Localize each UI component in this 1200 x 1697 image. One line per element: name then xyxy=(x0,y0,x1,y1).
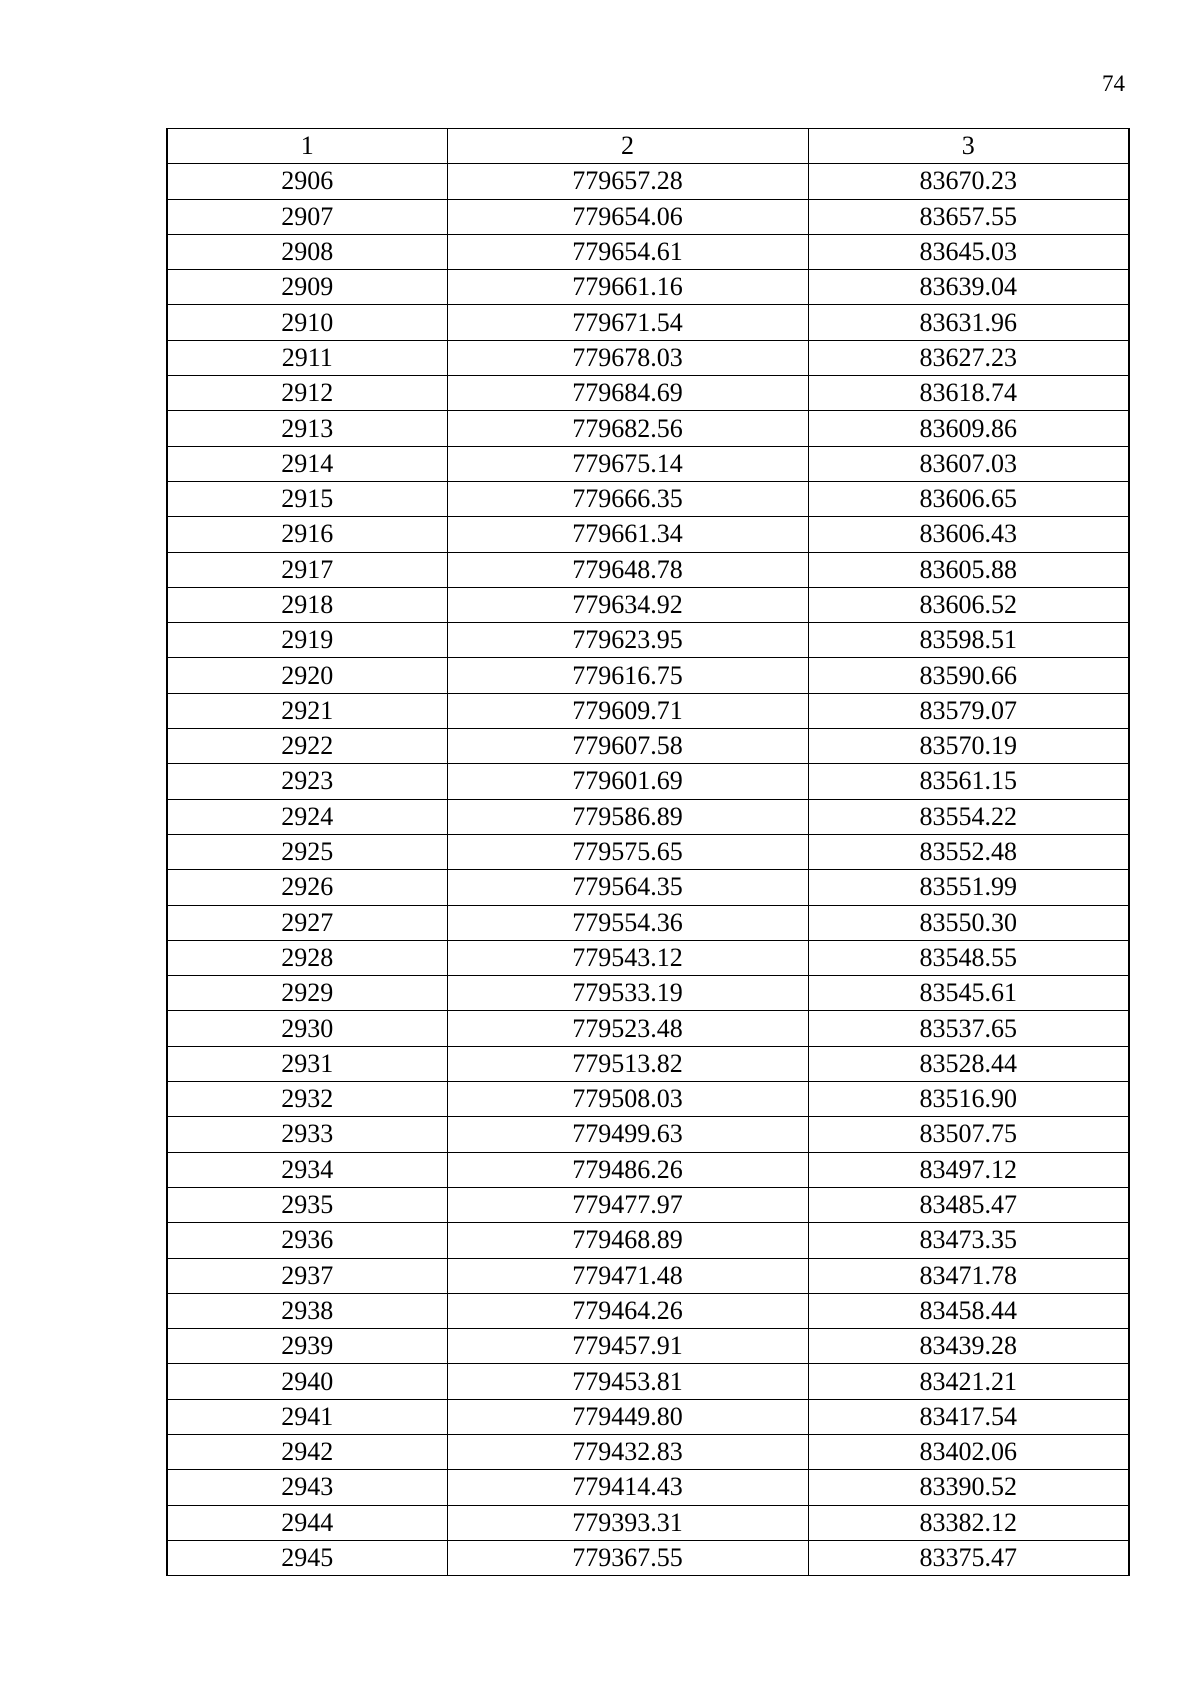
y-coordinate-cell: 83618.74 xyxy=(808,376,1129,411)
point-number-cell: 2942 xyxy=(167,1434,447,1469)
table-row xyxy=(167,1011,1129,1046)
point-number-cell: 2930 xyxy=(167,1011,447,1046)
x-coordinate-cell: 779661.16 xyxy=(447,270,808,305)
table-row xyxy=(167,446,1129,481)
y-coordinate-cell: 83606.43 xyxy=(808,517,1129,552)
y-coordinate-cell: 83598.51 xyxy=(808,623,1129,658)
table-row xyxy=(167,411,1129,446)
y-coordinate-cell: 83657.55 xyxy=(808,199,1129,234)
x-coordinate-cell: 779648.78 xyxy=(447,552,808,587)
table-row xyxy=(167,658,1129,693)
table-row xyxy=(167,729,1129,764)
y-coordinate-cell: 83497.12 xyxy=(808,1152,1129,1187)
x-coordinate-cell: 779671.54 xyxy=(447,305,808,340)
table-row xyxy=(167,1258,1129,1293)
table-row xyxy=(167,234,1129,269)
y-coordinate-cell: 83552.48 xyxy=(808,834,1129,869)
table-row xyxy=(167,940,1129,975)
point-number-cell: 2944 xyxy=(167,1505,447,1540)
x-coordinate-cell: 779684.69 xyxy=(447,376,808,411)
column-header-1: 1 xyxy=(167,129,447,164)
table-row xyxy=(167,340,1129,375)
point-number-cell: 2914 xyxy=(167,446,447,481)
point-number-cell: 2945 xyxy=(167,1540,447,1575)
table-row xyxy=(167,164,1129,199)
x-coordinate-cell: 779449.80 xyxy=(447,1399,808,1434)
point-number-cell: 2911 xyxy=(167,340,447,375)
y-coordinate-cell: 83421.21 xyxy=(808,1364,1129,1399)
y-coordinate-cell: 83561.15 xyxy=(808,764,1129,799)
y-coordinate-cell: 83645.03 xyxy=(808,234,1129,269)
y-coordinate-cell: 83439.28 xyxy=(808,1329,1129,1364)
y-coordinate-cell: 83606.65 xyxy=(808,481,1129,516)
point-number-cell: 2933 xyxy=(167,1117,447,1152)
point-number-cell: 2920 xyxy=(167,658,447,693)
table-row xyxy=(167,1187,1129,1222)
y-coordinate-cell: 83554.22 xyxy=(808,799,1129,834)
x-coordinate-cell: 779623.95 xyxy=(447,623,808,658)
point-number-cell: 2941 xyxy=(167,1399,447,1434)
table-row xyxy=(167,1117,1129,1152)
x-coordinate-cell: 779586.89 xyxy=(447,799,808,834)
point-number-cell: 2908 xyxy=(167,234,447,269)
point-number-cell: 2919 xyxy=(167,623,447,658)
x-coordinate-cell: 779666.35 xyxy=(447,481,808,516)
header-row xyxy=(167,129,1129,164)
y-coordinate-cell: 83590.66 xyxy=(808,658,1129,693)
point-number-cell: 2910 xyxy=(167,305,447,340)
y-coordinate-cell: 83528.44 xyxy=(808,1046,1129,1081)
x-coordinate-cell: 779634.92 xyxy=(447,587,808,622)
x-coordinate-cell: 779414.43 xyxy=(447,1470,808,1505)
table-row xyxy=(167,693,1129,728)
table-row xyxy=(167,976,1129,1011)
table-row xyxy=(167,1470,1129,1505)
table-body xyxy=(167,164,1129,1576)
point-number-cell: 2928 xyxy=(167,940,447,975)
point-number-cell: 2926 xyxy=(167,870,447,905)
table-row xyxy=(167,1505,1129,1540)
point-number-cell: 2916 xyxy=(167,517,447,552)
table-row xyxy=(167,1329,1129,1364)
table-row xyxy=(167,376,1129,411)
page-number: 74 xyxy=(1102,71,1125,96)
y-coordinate-cell: 83485.47 xyxy=(808,1187,1129,1222)
y-coordinate-cell: 83375.47 xyxy=(808,1540,1129,1575)
table-row xyxy=(167,1152,1129,1187)
point-number-cell: 2913 xyxy=(167,411,447,446)
point-number-cell: 2927 xyxy=(167,905,447,940)
x-coordinate-cell: 779543.12 xyxy=(447,940,808,975)
y-coordinate-cell: 83606.52 xyxy=(808,587,1129,622)
table-header xyxy=(167,129,1129,164)
table-row xyxy=(167,552,1129,587)
table-row xyxy=(167,270,1129,305)
y-coordinate-cell: 83551.99 xyxy=(808,870,1129,905)
point-number-cell: 2938 xyxy=(167,1293,447,1328)
point-number-cell: 2912 xyxy=(167,376,447,411)
y-coordinate-cell: 83507.75 xyxy=(808,1117,1129,1152)
table-row xyxy=(167,870,1129,905)
y-coordinate-cell: 83402.06 xyxy=(808,1434,1129,1469)
y-coordinate-cell: 83609.86 xyxy=(808,411,1129,446)
x-coordinate-cell: 779471.48 xyxy=(447,1258,808,1293)
point-number-cell: 2939 xyxy=(167,1329,447,1364)
table-row xyxy=(167,799,1129,834)
point-number-cell: 2906 xyxy=(167,164,447,199)
table-row xyxy=(167,1434,1129,1469)
x-coordinate-cell: 779499.63 xyxy=(447,1117,808,1152)
y-coordinate-cell: 83627.23 xyxy=(808,340,1129,375)
table-row xyxy=(167,1082,1129,1117)
point-number-cell: 2915 xyxy=(167,481,447,516)
y-coordinate-cell: 83570.19 xyxy=(808,729,1129,764)
x-coordinate-cell: 779464.26 xyxy=(447,1293,808,1328)
x-coordinate-cell: 779393.31 xyxy=(447,1505,808,1540)
table-row xyxy=(167,517,1129,552)
y-coordinate-cell: 83537.65 xyxy=(808,1011,1129,1046)
point-number-cell: 2937 xyxy=(167,1258,447,1293)
x-coordinate-cell: 779601.69 xyxy=(447,764,808,799)
table-row xyxy=(167,1293,1129,1328)
x-coordinate-cell: 779508.03 xyxy=(447,1082,808,1117)
x-coordinate-cell: 779468.89 xyxy=(447,1223,808,1258)
table-row xyxy=(167,305,1129,340)
table-row xyxy=(167,623,1129,658)
y-coordinate-cell: 83473.35 xyxy=(808,1223,1129,1258)
y-coordinate-cell: 83579.07 xyxy=(808,693,1129,728)
y-coordinate-cell: 83471.78 xyxy=(808,1258,1129,1293)
point-number-cell: 2921 xyxy=(167,693,447,728)
y-coordinate-cell: 83670.23 xyxy=(808,164,1129,199)
x-coordinate-cell: 779486.26 xyxy=(447,1152,808,1187)
table-row xyxy=(167,1046,1129,1081)
x-coordinate-cell: 779533.19 xyxy=(447,976,808,1011)
table-row xyxy=(167,1399,1129,1434)
table-row xyxy=(167,834,1129,869)
point-number-cell: 2929 xyxy=(167,976,447,1011)
x-coordinate-cell: 779564.35 xyxy=(447,870,808,905)
x-coordinate-cell: 779607.58 xyxy=(447,729,808,764)
point-number-cell: 2923 xyxy=(167,764,447,799)
table-row xyxy=(167,587,1129,622)
point-number-cell: 2918 xyxy=(167,587,447,622)
x-coordinate-cell: 779523.48 xyxy=(447,1011,808,1046)
x-coordinate-cell: 779654.61 xyxy=(447,234,808,269)
point-number-cell: 2925 xyxy=(167,834,447,869)
x-coordinate-cell: 779657.28 xyxy=(447,164,808,199)
y-coordinate-cell: 83631.96 xyxy=(808,305,1129,340)
x-coordinate-cell: 779554.36 xyxy=(447,905,808,940)
y-coordinate-cell: 83545.61 xyxy=(808,976,1129,1011)
y-coordinate-cell: 83639.04 xyxy=(808,270,1129,305)
y-coordinate-cell: 83605.88 xyxy=(808,552,1129,587)
point-number-cell: 2940 xyxy=(167,1364,447,1399)
coordinate-table xyxy=(166,128,1130,1576)
x-coordinate-cell: 779477.97 xyxy=(447,1187,808,1222)
x-coordinate-cell: 779609.71 xyxy=(447,693,808,728)
x-coordinate-cell: 779432.83 xyxy=(447,1434,808,1469)
x-coordinate-cell: 779682.56 xyxy=(447,411,808,446)
point-number-cell: 2931 xyxy=(167,1046,447,1081)
x-coordinate-cell: 779678.03 xyxy=(447,340,808,375)
table-row xyxy=(167,764,1129,799)
x-coordinate-cell: 779675.14 xyxy=(447,446,808,481)
point-number-cell: 2909 xyxy=(167,270,447,305)
y-coordinate-cell: 83382.12 xyxy=(808,1505,1129,1540)
table-row xyxy=(167,1223,1129,1258)
point-number-cell: 2922 xyxy=(167,729,447,764)
x-coordinate-cell: 779654.06 xyxy=(447,199,808,234)
column-header-3: 3 xyxy=(808,129,1129,164)
point-number-cell: 2935 xyxy=(167,1187,447,1222)
x-coordinate-cell: 779453.81 xyxy=(447,1364,808,1399)
y-coordinate-cell: 83550.30 xyxy=(808,905,1129,940)
column-header-2: 2 xyxy=(447,129,808,164)
x-coordinate-cell: 779513.82 xyxy=(447,1046,808,1081)
point-number-cell: 2917 xyxy=(167,552,447,587)
x-coordinate-cell: 779367.55 xyxy=(447,1540,808,1575)
y-coordinate-cell: 83390.52 xyxy=(808,1470,1129,1505)
y-coordinate-cell: 83516.90 xyxy=(808,1082,1129,1117)
x-coordinate-cell: 779616.75 xyxy=(447,658,808,693)
table-row xyxy=(167,1540,1129,1575)
point-number-cell: 2907 xyxy=(167,199,447,234)
table-row xyxy=(167,1364,1129,1399)
point-number-cell: 2936 xyxy=(167,1223,447,1258)
table-row xyxy=(167,905,1129,940)
x-coordinate-cell: 779457.91 xyxy=(447,1329,808,1364)
y-coordinate-cell: 83607.03 xyxy=(808,446,1129,481)
table-row xyxy=(167,481,1129,516)
x-coordinate-cell: 779661.34 xyxy=(447,517,808,552)
x-coordinate-cell: 779575.65 xyxy=(447,834,808,869)
table-row xyxy=(167,199,1129,234)
y-coordinate-cell: 83458.44 xyxy=(808,1293,1129,1328)
y-coordinate-cell: 83548.55 xyxy=(808,940,1129,975)
point-number-cell: 2932 xyxy=(167,1082,447,1117)
point-number-cell: 2934 xyxy=(167,1152,447,1187)
y-coordinate-cell: 83417.54 xyxy=(808,1399,1129,1434)
point-number-cell: 2924 xyxy=(167,799,447,834)
point-number-cell: 2943 xyxy=(167,1470,447,1505)
